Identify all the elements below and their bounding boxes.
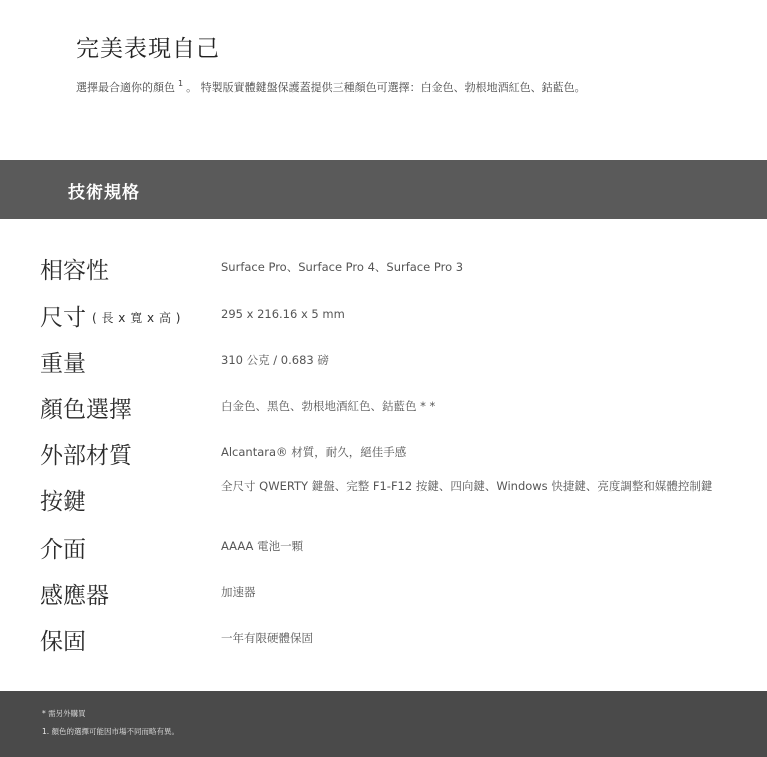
spec-label <box>40 437 132 470</box>
spec-label <box>40 252 109 285</box>
hero-title: 完美表現自己 <box>76 36 220 62</box>
spec-label <box>40 299 181 332</box>
spec-label-text: 顏色選擇 <box>40 397 132 423</box>
spec-label-text: 相容性 <box>40 258 109 284</box>
spec-label <box>40 531 86 564</box>
spec-label-text: 按鍵 <box>40 489 86 515</box>
spec-table <box>0 219 767 691</box>
spec-value: 310 公克 / 0.683 磅 <box>221 353 329 367</box>
spec-label-text: 保固 <box>40 629 86 655</box>
spec-label-text: 外部材質 <box>40 443 132 469</box>
spec-label-text: 介面 <box>40 537 86 563</box>
spec-value: 295 x 216.16 x 5 mm <box>221 307 345 321</box>
spec-label-text: 重量 <box>40 351 86 377</box>
spec-label-text: 尺寸 <box>40 305 86 331</box>
footnotes <box>0 691 767 757</box>
spec-value: Surface Pro、Surface Pro 4、Surface Pro 3 <box>221 260 464 274</box>
spec-label-sub: ( 長 x 寬 x 高 ) <box>92 311 181 325</box>
hero-description <box>76 79 586 95</box>
hero-section <box>0 0 767 160</box>
spec-label <box>40 577 109 610</box>
spec-value: 加速器 <box>221 585 256 599</box>
spec-label <box>40 345 86 378</box>
spec-value: AAAA 電池一顆 <box>221 539 304 553</box>
spec-heading: 技術規格 <box>68 183 140 203</box>
footnote-color: 1. 顏色的選擇可能因市場不同而略有異。 <box>42 727 180 736</box>
hero-description-lead: 選擇最合適你的顏色 <box>76 81 175 94</box>
footnote-purchase: * 需另外購買 <box>42 709 86 718</box>
spec-value: 全尺寸 QWERTY 鍵盤、完整 F1-F12 按鍵、四向鍵、Windows 快捷鍵、亮度調整和媒體控制鍵 <box>221 479 713 493</box>
spec-value: 一年有限硬體保固 <box>221 631 313 645</box>
spec-label <box>40 483 86 516</box>
hero-description-tail: 。 特製版實體鍵盤保護蓋提供三種顏色可選擇：白金色、勃根地酒紅色、鈷藍色。 <box>186 81 586 94</box>
spec-label <box>40 391 132 424</box>
spec-header-band <box>0 160 767 219</box>
spec-value: 白金色、黑色、勃根地酒紅色、鈷藍色 * * <box>221 399 436 413</box>
spec-label-text: 感應器 <box>40 583 109 609</box>
footnote-marker: 1 <box>178 79 184 89</box>
spec-label <box>40 623 86 656</box>
spec-value: Alcantara® 材質，耐久，絕佳手感 <box>221 445 407 459</box>
